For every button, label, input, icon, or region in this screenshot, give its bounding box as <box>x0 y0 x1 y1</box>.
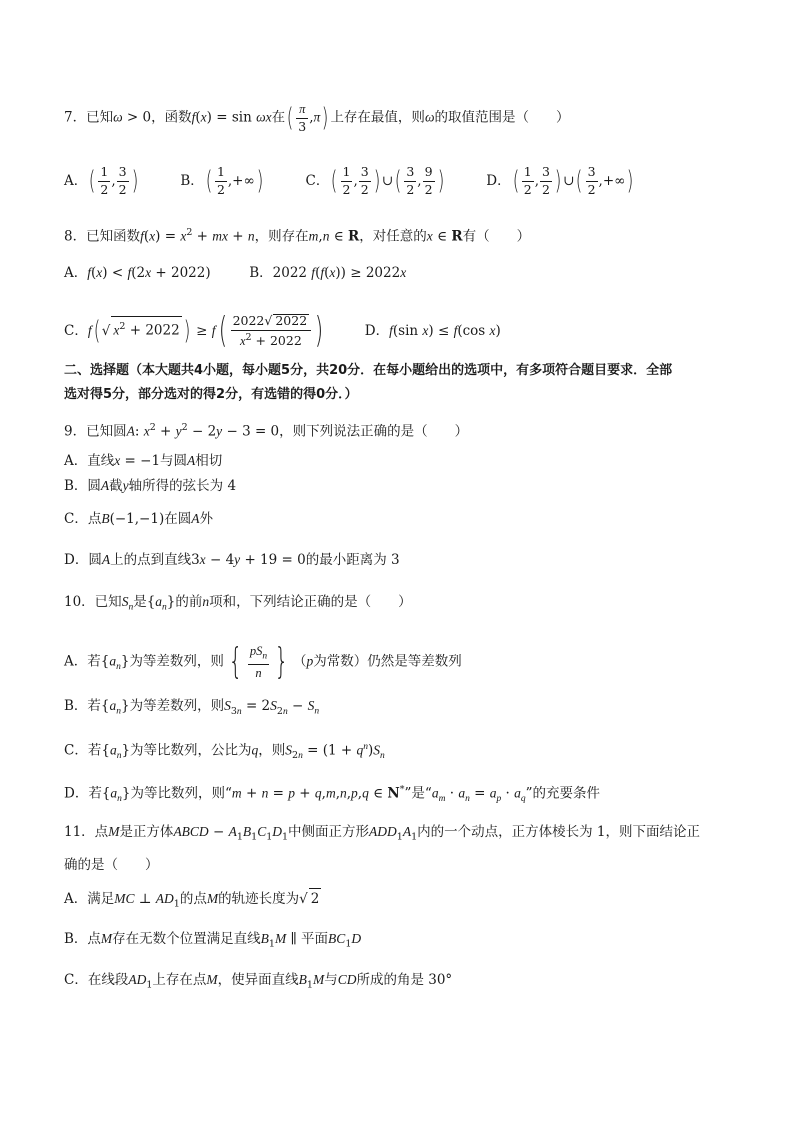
q8-options-ab <box>64 263 734 283</box>
q11-option-a: A．满足MC ⊥ $AD_1$的点M的轨迹长度为√ 2 <box>64 888 734 915</box>
q7-option-c: C．( $\frac{1}{2}$ , $\frac{3}{2}$ ) ∪( $\frac{3}{2}$ , $\frac{9}{2}$ ) <box>305 164 444 197</box>
section-2-heading-line2: 选对得5分，部分选对的得2分，有选错的得0分．） <box>64 387 358 402</box>
q8-options-cd <box>64 310 734 351</box>
q8-option-b: B．2022 f(f(x)) ≥ 2022x <box>249 265 407 281</box>
q11-stem-line2: 确的是（ ） <box>64 857 159 873</box>
section-2-heading: 二、选择题（本大题共4小题，每小题5分，共20分．在每小题给出的选项中，有多项符合题目要求．全部 <box>64 363 673 378</box>
q9-option-d: D．圆A上的点到直线3x − 4y + 19 = 0的最小距离为 3 <box>64 552 400 568</box>
q7-stem: 7．已知ω > 0，函数f(x) = sin ωx在( $\frac{\pi}{3}$ ,π) 上存在最值，则ω的取值范围是（ ） <box>64 102 570 134</box>
q10-option-a: A．若$\{a_n\}$为等差数列，则 { $\frac{pS_n}{n}$ } （p为常数）仍然是等差数列 <box>64 641 462 682</box>
q7-options <box>64 166 734 196</box>
q11-option-c: C．在线段$AD_1$上存在点M，使异面直线$B_1M$与CD所成的角是 30° <box>64 972 453 991</box>
q10-option-d: D．若$\{a_n\}$为等比数列，则“m + n = p + q,m,n,p,q ∈ N*”是“$a_m \cdot a_n = a_p \cdot a_q$”的充要条件 <box>64 784 600 805</box>
q10-option-b: B．若$\{a_n\}$为等差数列，则$S_{3n} = 2S_{2n} - S_n$ <box>64 698 320 717</box>
q11-option-b: B．点M存在无数个位置满足直线$B_1M$ ∥ 平面$BC_1D$ <box>64 931 362 950</box>
q10-option-c: C．若$\{a_n\}$为等比数列，公比为q，则$S_{2n} = (1 + q^n)S_n$ <box>64 742 385 762</box>
q9-stem: 9．已知圆A: $x^2 + y^2 - 2y - 3 = 0$，则下列说法正确的是（ ） <box>64 422 469 440</box>
q8-option-a: A．f(x) < f(2x + 2022) <box>64 265 211 281</box>
q9-option-a: A．直线x = −1与圆A相切 <box>64 453 223 469</box>
q8-stem: 8．已知函数$f(x) = x^2$ + mx + n，则存在m,n ∈ R，对任意的x ∈ R有（ ） <box>64 227 531 245</box>
q9-option-b: B．圆A截y轴所得的弦长为 4 <box>64 478 237 494</box>
q8-option-d: D．f(sin x) ≤ f(cos x) <box>364 322 501 339</box>
q8-option-c: C．f( √ $x^2 + 2022$ ) ≥ f( $\frac{2022√ 2022}{x^2 + 2022}$ ) <box>64 310 324 351</box>
q7-option-b: B．( $\frac{1}{2}$ ,+∞) <box>180 164 264 197</box>
q7-option-a: A．( $\frac{1}{2}$ , $\frac{3}{2}$ ) <box>64 164 138 197</box>
q10-stem: 10．已知$S_n$是$\{a_n\}$的前n项和，下列结论正确的是（ ） <box>64 594 412 613</box>
q7-option-d: D．( $\frac{1}{2}$ , $\frac{3}{2}$ ) ∪( $\frac{3}{2}$ ,+∞) <box>486 164 634 197</box>
q11-stem: 11．点M是正方体ABCD − $A_1B_1C_1D_1$中侧面正方形$ADD_1A_1$内的一个动点，正方体棱长为 1，则下面结论正 <box>64 824 701 843</box>
q9-option-c: C．点B(−1,−1)在圆A外 <box>64 511 213 527</box>
